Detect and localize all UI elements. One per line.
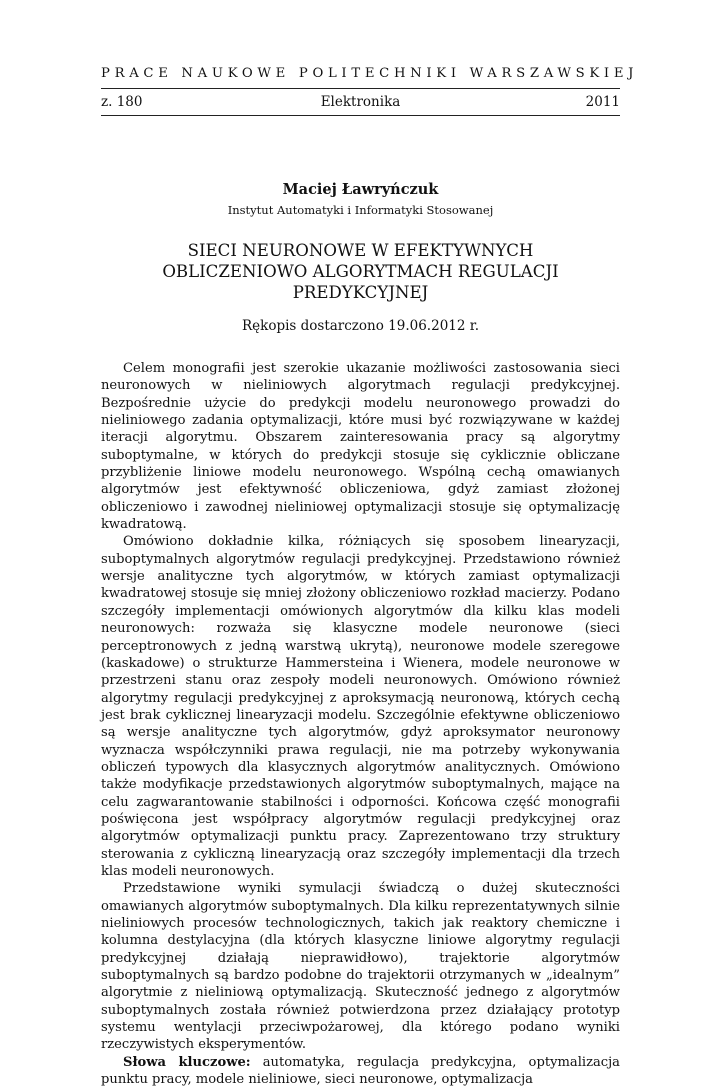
abstract-paragraph-2: Omówiono dokładnie kilka, różniących się sposobem linearyzacji, suboptymalnych algorytmów regulacji predykcyjnej. Przedstawiono również wersje analityczne tych algorytmów, w których zamiast optymalizacji kwadratowej stosuje się mniej złożony obliczeniowo rozkład macierzy. Podano szczegóły implementacji omówionych algorytmów dla kilku klas modeli neuronowych: rozważa się klasyczne modele neuronowe (sieci perceptronowych z jedną warstwą ukrytą), neuronowe modele szeregowe (kaskadowe) o strukturze Hammersteina i Wienera, modele neuronowe w przestrzeni stanu oraz zespoły modeli neuronowych. Omówiono również algorytmy regulacji predykcyjnej z aproksymacją neuronową, których cechą jest brak cyklicznej linearyzacji modelu. Szczególnie efektywne obliczeniowo są wersje analityczne tych algorytmów, gdyż aproksymator neuronowy wyznacza współczynniki prawa regulacji, nie ma potrzeby wykonywania obliczeń typowych dla klasycznych algorytmów analitycznych. Omówiono także modyfikacje przedstawionych algorytmów suboptymalnych, mające na celu zagwarantowanie stabilności i odporności. Końcowa część monografii poświęcona jest współpracy algorytmów regulacji predykcyjnej oraz algorytmów optymalizacji punktu pracy. Zaprezentowano trzy struktury sterowania z cykliczną linearyzacją oraz szczegóły implementacji dla trzech klas modeli neuronowych.: [101, 534, 620, 879]
keywords-paragraph: [101, 1054, 620, 1088]
author-name: Maciej Ławryńczuk: [282, 181, 439, 198]
keywords-label: Słowa kluczowe:: [123, 1054, 251, 1070]
header-rule-bottom: [101, 115, 620, 116]
author-affiliation: Instytut Automatyki i Informatyki Stosowanej: [227, 203, 494, 217]
paper-title: [90, 240, 631, 303]
title-line-3: PREDYKCYJNEJ: [292, 283, 429, 302]
abstract-paragraph-3: Przedstawione wyniki symulacji świadczą o dużej skuteczności omawianych algorytmów suboptymalnych. Dla kilku reprezentatywnych silnie nieliniowych procesów technologicznych, takich jak reaktory chemiczne i kolumna destylacyjna (dla których klasyczne liniowe algorytmy regulacji predykcyjnej działają nieprawidłowo), trajektorie algorytmów suboptymalnych są bardzo podobne do trajektorii otrzymanych w „idealnym” algorytmie z nieliniową optymalizacją. Skuteczność jednego z algorytmów suboptymalnych została również potwierdzona przez działający prototyp systemu wentylacji przeciwpożarowej, dla którego podano wyniki rzeczywistych eksperymentów.: [101, 881, 620, 1053]
manuscript-received-date: Rękopis dostarczono 19.06.2012 r.: [241, 318, 480, 334]
title-line-2: OBLICZENIOWO ALGORYTMACH REGULACJI: [162, 262, 559, 281]
issue-number: z. 180: [101, 94, 143, 110]
publication-year: 2011: [585, 94, 620, 110]
abstract: [101, 360, 620, 1088]
title-line-1: SIECI NEURONOWE W EFEKTYWNYCH: [187, 241, 534, 260]
header-rule-top: [101, 88, 620, 89]
journal-series-title: PRACE NAUKOWE POLITECHNIKI WARSZAWSKIEJ: [101, 66, 639, 81]
journal-section: Elektronika: [320, 94, 401, 110]
abstract-paragraph-1: Celem monografii jest szerokie ukazanie możliwości zastosowania sieci neuronowych w nieliniowych algorytmach regulacji predykcyjnej. Bezpośrednie użycie do predykcji modelu neuronowego prowadzi do nieliniowego zadania optymalizacji, które musi być rozwiązywane w każdej iteracji algorytmu. Obszarem zainteresowania pracy są algorytmy suboptymalne, w których do predykcji stosuje się cyklicznie obliczane przybliżenie liniowe modelu neuronowego. Wspólną cechą omawianych algorytmów jest efektywność obliczeniowa, gdyż zamiast złożonej obliczeniowo i zawodnej nieliniowej optymalizacji stosuje się optymalizację kwadratową.: [101, 361, 620, 533]
keywords-list: automatyka, regulacja predykcyjna, optymalizacja punktu pracy, modele nieliniowe, sieci neuronowe, optymalizacja: [101, 1054, 620, 1088]
